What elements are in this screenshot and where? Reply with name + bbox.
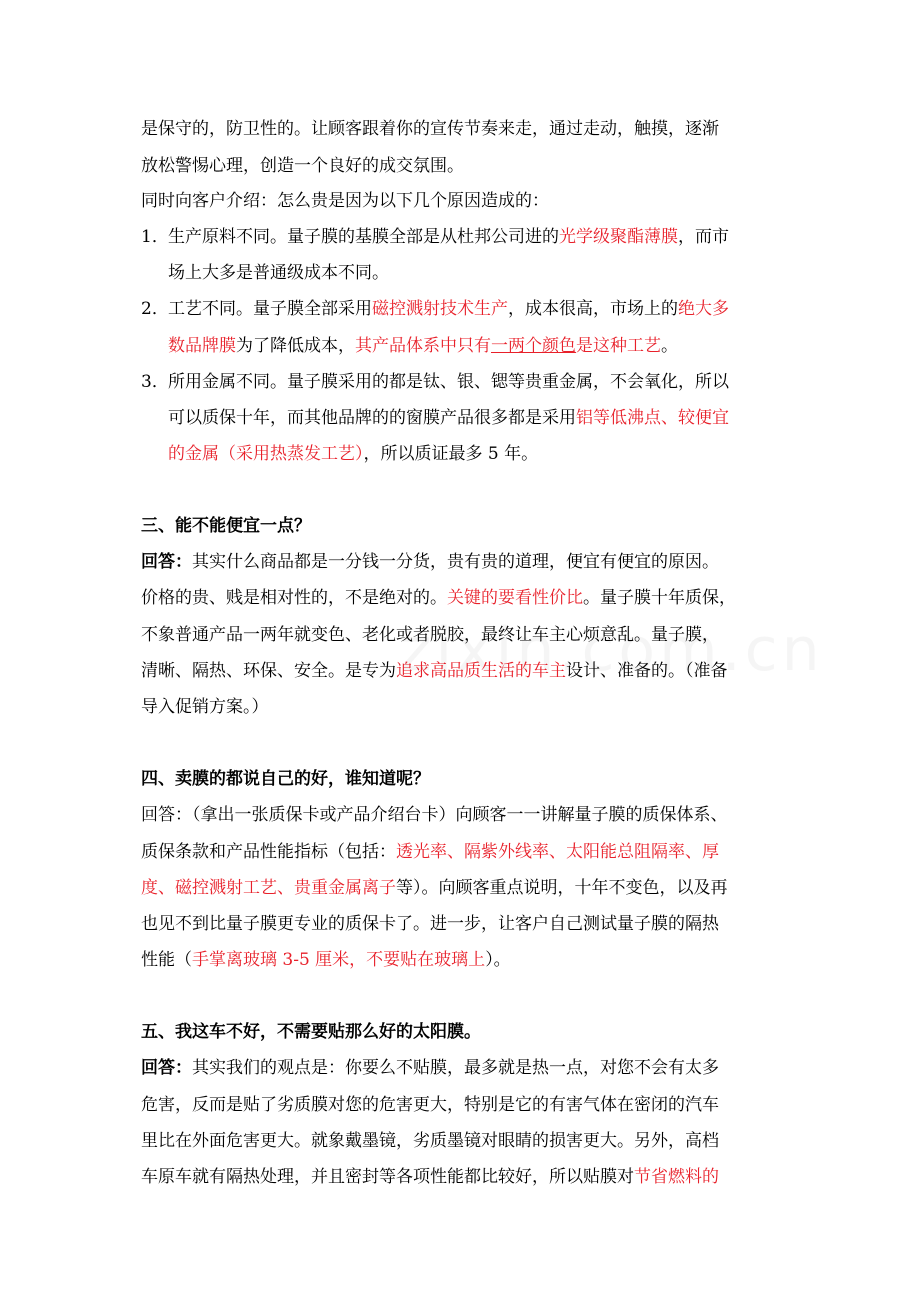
list-number: 1．	[141, 227, 169, 247]
section-heading: 三、能不能便宜一点？	[141, 516, 311, 536]
paragraph-line: 质保条款和产品性能指标（包括：透光率、隔紫外线率、太阳能总阻隔率、厚	[141, 842, 719, 862]
paragraph-line: 回答：其实我们的观点是：你要么不贴膜，最多就是热一点，对您不会有太多	[141, 1058, 719, 1078]
list-item-line: 所用金属不同。量子膜采用的都是钛、银、锶等贵重金属，不会氧化，所以	[168, 372, 729, 392]
paragraph-line: 回答：其实什么商品都是一分钱一分货，贵有贵的道理，便宜有便宜的原因。	[141, 552, 719, 572]
section-heading: 五、我这车不好，不需要贴那么好的太阳膜。	[141, 1022, 481, 1042]
paragraph-line: 里比在外面危害更大。就象戴墨镜，劣质墨镜对眼睛的损害更大。另外，高档	[141, 1131, 719, 1151]
paragraph-line: 放松警惕心理，创造一个良好的成交氛围。	[141, 156, 464, 176]
paragraph-line: 不象普通产品一两年就变色、老化或者脱胶，最终让车主心烦意乱。量子膜，	[141, 625, 719, 645]
list-item-line: 工艺不同。量子膜全部采用磁控溅射技术生产，成本很高，市场上的绝大多	[168, 299, 729, 319]
paragraph-line: 危害，反而是贴了劣质膜对您的危害更大，特别是它的有害气体在密闭的汽车	[141, 1095, 719, 1115]
list-item-line: 生产原料不同。量子膜的基膜全部是从杜邦公司进的光学级聚酯薄膜，而市	[168, 227, 729, 247]
paragraph-line: 性能（手掌离玻璃 3-5 厘米，不要贴在玻璃上）。	[141, 950, 511, 970]
paragraph-line: 回答：（拿出一张质保卡或产品介绍台卡）向顾客一一讲解量子膜的质保体系、	[141, 805, 728, 825]
list-item-line: 数品牌膜为了降低成本，其产品体系中只有一两个颜色是这种工艺。	[168, 336, 678, 356]
section-heading: 四、卖膜的都说自己的好，谁知道呢？	[141, 769, 430, 789]
list-number: 2．	[141, 299, 169, 319]
list-item-line: 的金属（采用热蒸发工艺），所以质证最多 5 年。	[168, 444, 539, 464]
paragraph-line: 清晰、隔热、环保、安全。是专为追求高品质生活的车主设计、准备的。（准备	[141, 661, 728, 681]
paragraph-line: 度、磁控溅射工艺、贵重金属离子等）。向顾客重点说明，十年不变色，以及再	[141, 878, 728, 898]
paragraph-line: 是保守的，防卫性的。让顾客跟着你的宣传节奏来走，通过走动，触摸，逐渐	[141, 119, 719, 139]
list-item-line: 可以质保十年，而其他品牌的的窗膜产品很多都是采用铝等低沸点、较便宜	[168, 408, 729, 428]
paragraph-line: 价格的贵、贱是相对性的，不是绝对的。关键的要看性价比。量子膜十年质保，	[141, 588, 736, 608]
list-item-line: 场上大多是普通级成本不同。	[168, 263, 389, 283]
paragraph-line: 同时向客户介绍：怎么贵是因为以下几个原因造成的：	[141, 191, 549, 211]
paragraph-line: 也见不到比量子膜更专业的质保卡了。进一步，让客户自己测试量子膜的隔热	[141, 914, 719, 934]
paragraph-line: 导入促销方案。）	[141, 697, 269, 717]
paragraph-line: 车原车就有隔热处理，并且密封等各项性能都比较好，所以贴膜对节省燃料的	[141, 1167, 719, 1187]
list-number: 3．	[141, 372, 169, 392]
